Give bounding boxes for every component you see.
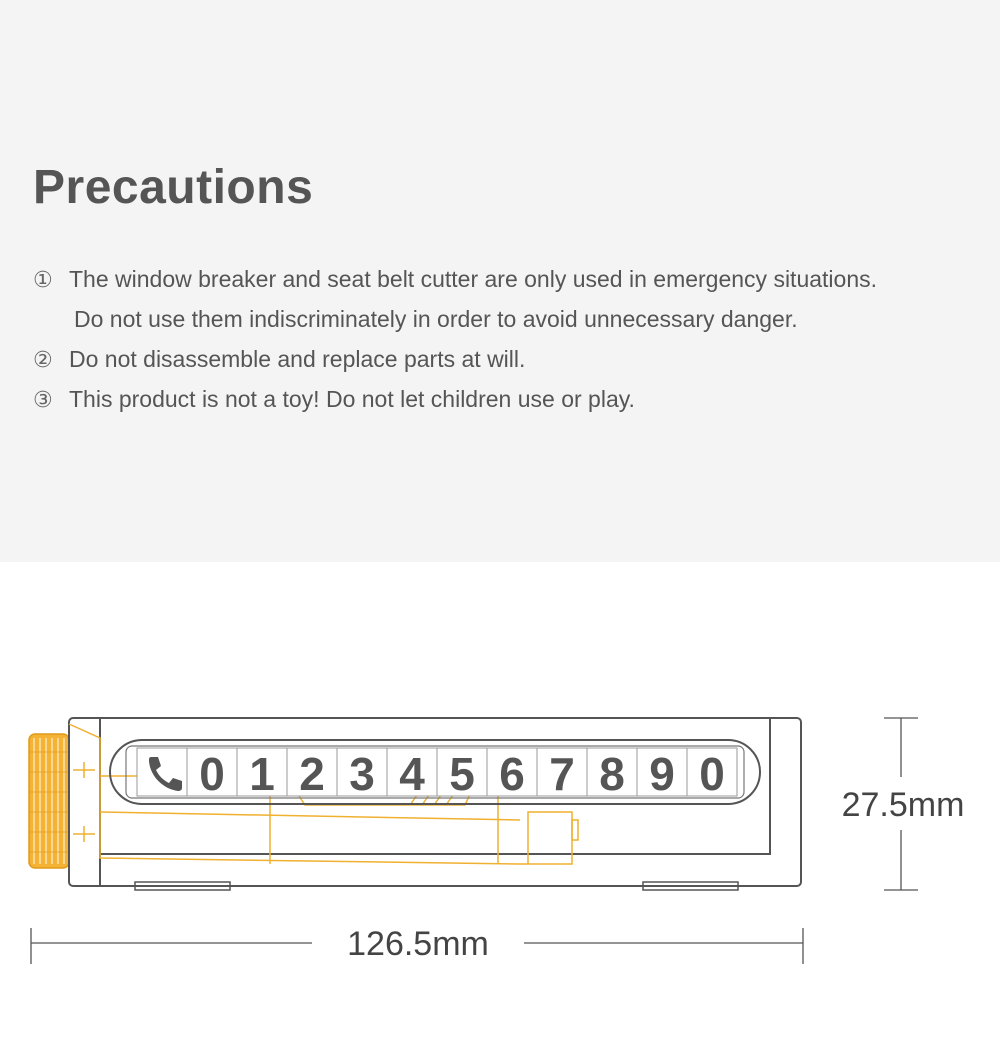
item-marker: ③ [33, 388, 53, 413]
knob [29, 734, 69, 868]
digit-label: 5 [449, 748, 475, 800]
digit-label: 2 [299, 748, 325, 800]
digit-label: 0 [199, 748, 225, 800]
page-title: Precautions [33, 161, 314, 214]
item-text: Do not use them indiscriminately in order to avoid unnecessary danger. [74, 306, 798, 332]
digit-label: 7 [549, 748, 575, 800]
digit-label: 8 [599, 748, 625, 800]
item-text: This product is not a toy! Do not let children use or play. [69, 386, 635, 412]
digit-label: 0 [699, 748, 725, 800]
digit-tiles [187, 748, 737, 800]
digit-label: 4 [399, 748, 425, 800]
digit-label: 9 [649, 748, 675, 800]
digit-label: 1 [249, 748, 275, 800]
width-label: 126.5mm [347, 925, 489, 963]
item-text: Do not disassemble and replace parts at will. [69, 346, 526, 372]
item-marker: ② [33, 348, 53, 373]
precaution-item-1 [33, 266, 877, 293]
item-marker: ① [33, 268, 53, 293]
number-plate [110, 740, 760, 804]
digit-label: 3 [349, 748, 375, 800]
precaution-item-3 [33, 386, 635, 413]
item-text: The window breaker and seat belt cutter are only used in emergency situations. [69, 266, 877, 292]
precaution-item-2 [33, 346, 525, 373]
digit-label: 6 [499, 748, 525, 800]
height-label: 27.5mm [841, 786, 965, 824]
product-dimension-drawing [0, 562, 1000, 1057]
precaution-item-1-continued [74, 306, 798, 333]
